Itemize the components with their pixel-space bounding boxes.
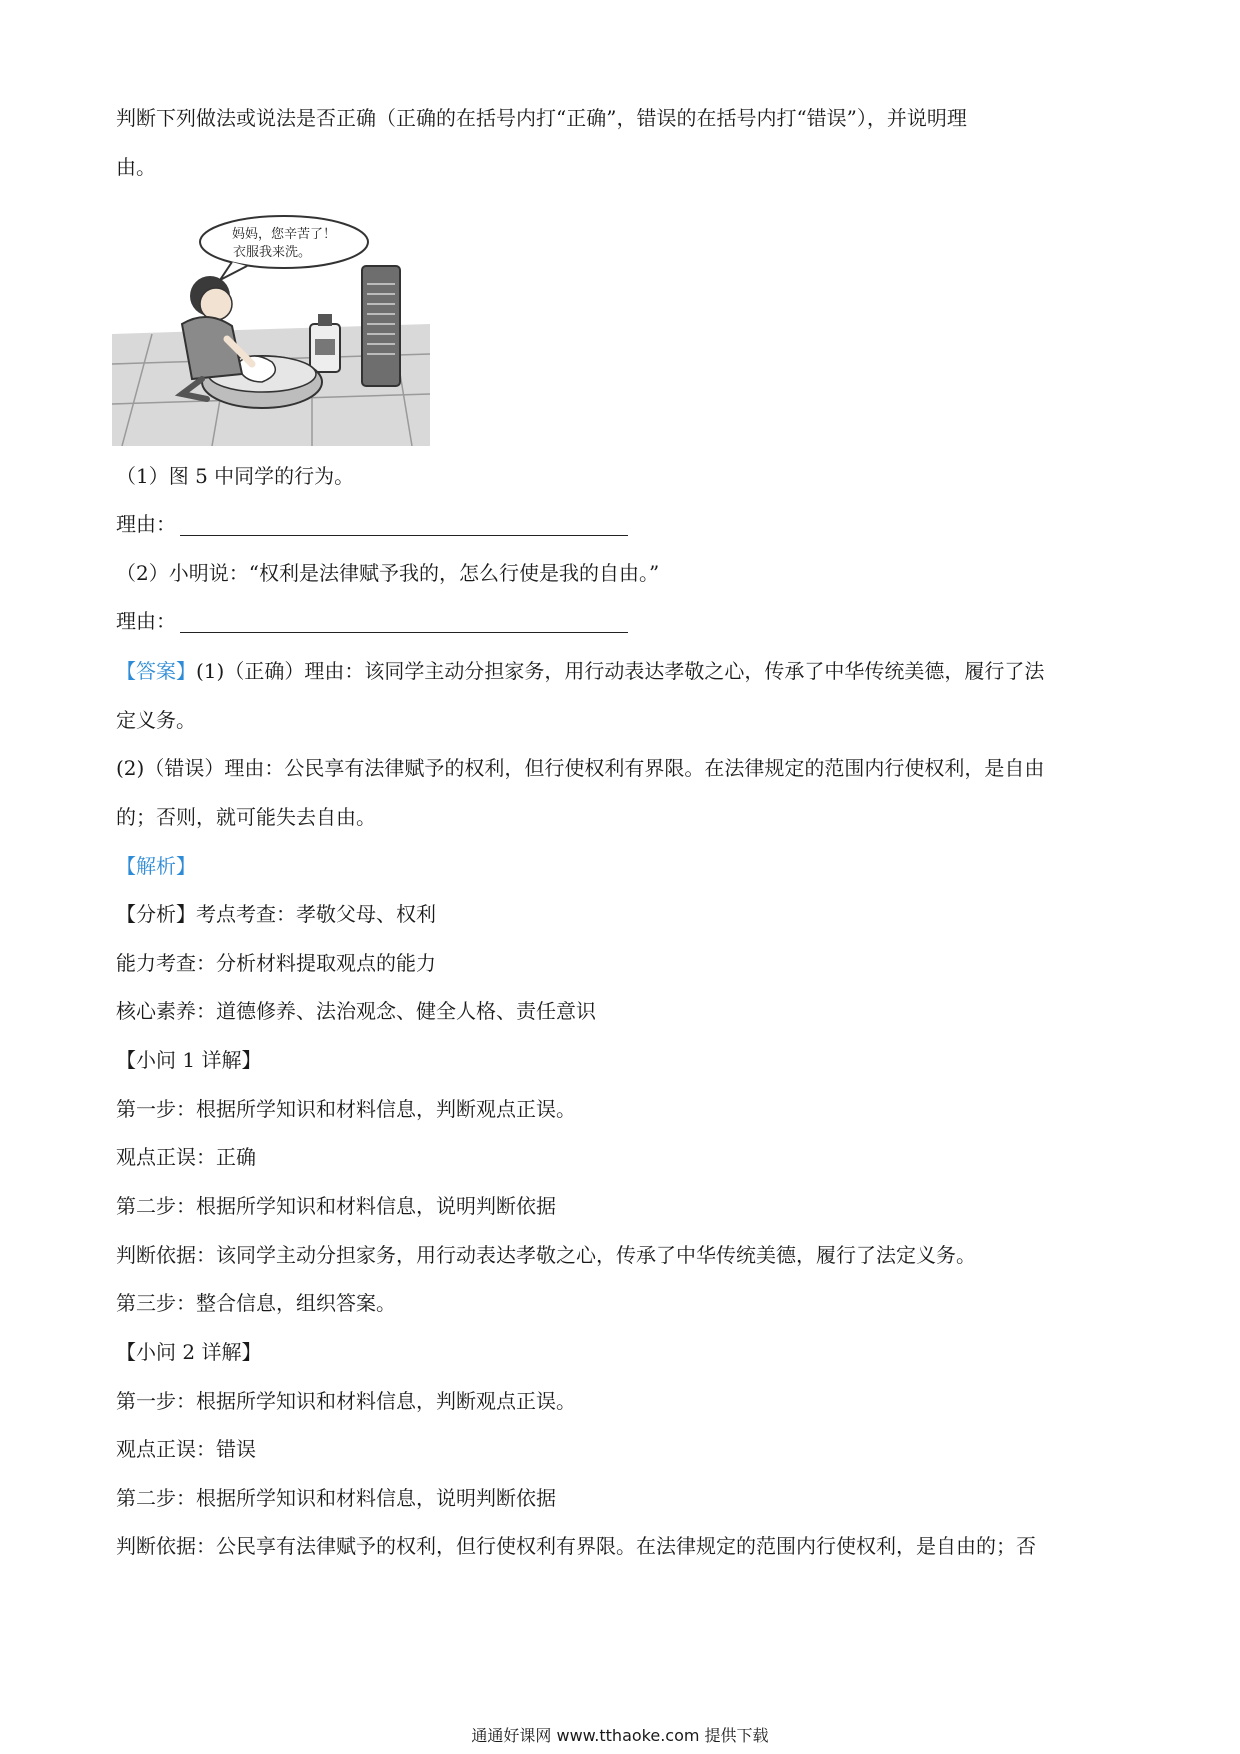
question-2-reason bbox=[116, 609, 628, 633]
analysis-line: 【分析】考点考查：孝敬父母、权利 bbox=[116, 902, 436, 926]
reason-blank-1 bbox=[180, 517, 628, 536]
question-1: （1）图 5 中同学的行为。 bbox=[116, 464, 355, 488]
analysis-tag: 【解析】 bbox=[116, 854, 196, 878]
analysis-line: 【小问 1 详解】 bbox=[116, 1048, 262, 1072]
reason-label: 理由： bbox=[116, 512, 176, 536]
question-1-reason bbox=[116, 512, 628, 536]
answer-tag: 【答案】 bbox=[116, 659, 196, 683]
analysis-line: 第三步：整合信息，组织答案。 bbox=[116, 1291, 396, 1315]
answer-2-line2: 的；否则，就可能失去自由。 bbox=[116, 805, 376, 829]
answer-1-text: (1)（正确）理由：该同学主动分担家务，用行动表达孝敬之心，传承了中华传统美德，履行了法 bbox=[196, 659, 1045, 683]
analysis-line: 第一步：根据所学知识和材料信息，判断观点正误。 bbox=[116, 1097, 576, 1121]
analysis-line: 判断依据：公民享有法律赋予的权利，但行使权利有界限。在法律规定的范围内行使权利，是自由的；否 bbox=[116, 1534, 1036, 1558]
reason-blank-2 bbox=[180, 614, 628, 633]
analysis-line: 观点正误：正确 bbox=[116, 1145, 256, 1169]
answer-2-line1: (2)（错误）理由：公民享有法律赋予的权利，但行使权利有界限。在法律规定的范围内行使权利，是自由 bbox=[116, 756, 1045, 780]
question-intro-line2: 由。 bbox=[116, 155, 156, 179]
question-2: （2）小明说：“权利是法律赋予我的，怎么行使是我的自由。” bbox=[116, 561, 660, 585]
girl-washing-clothes-illustration bbox=[112, 214, 430, 446]
question-intro-line1: 判断下列做法或说法是否正确（正确的在括号内打“正确”，错误的在括号内打“错误”），并说明理 bbox=[116, 106, 967, 130]
analysis-line: 第一步：根据所学知识和材料信息，判断观点正误。 bbox=[116, 1389, 576, 1413]
page-footer: 通通好课网 www.tthaoke.com 提供下载 bbox=[471, 1726, 769, 1745]
reason-label: 理由： bbox=[116, 609, 176, 633]
analysis-line: 核心素养：道德修养、法治观念、健全人格、责任意识 bbox=[116, 999, 596, 1023]
answer-1-line1 bbox=[116, 659, 1044, 683]
analysis-line: 第二步：根据所学知识和材料信息，说明判断依据 bbox=[116, 1194, 556, 1218]
answer-1-line2: 定义务。 bbox=[116, 708, 196, 732]
analysis-line: 能力考查：分析材料提取观点的能力 bbox=[116, 951, 436, 975]
analysis-line: 判断依据：该同学主动分担家务，用行动表达孝敬之心，传承了中华传统美德，履行了法定义务。 bbox=[116, 1243, 976, 1267]
bubble-text-line1: 妈妈，您辛苦了！ bbox=[231, 227, 337, 242]
analysis-line: 第二步：根据所学知识和材料信息，说明判断依据 bbox=[116, 1486, 556, 1510]
analysis-line: 【小问 2 详解】 bbox=[116, 1340, 262, 1364]
analysis-line: 观点正误：错误 bbox=[116, 1437, 256, 1461]
bubble-text-line2: 衣服我来洗。 bbox=[232, 245, 312, 260]
